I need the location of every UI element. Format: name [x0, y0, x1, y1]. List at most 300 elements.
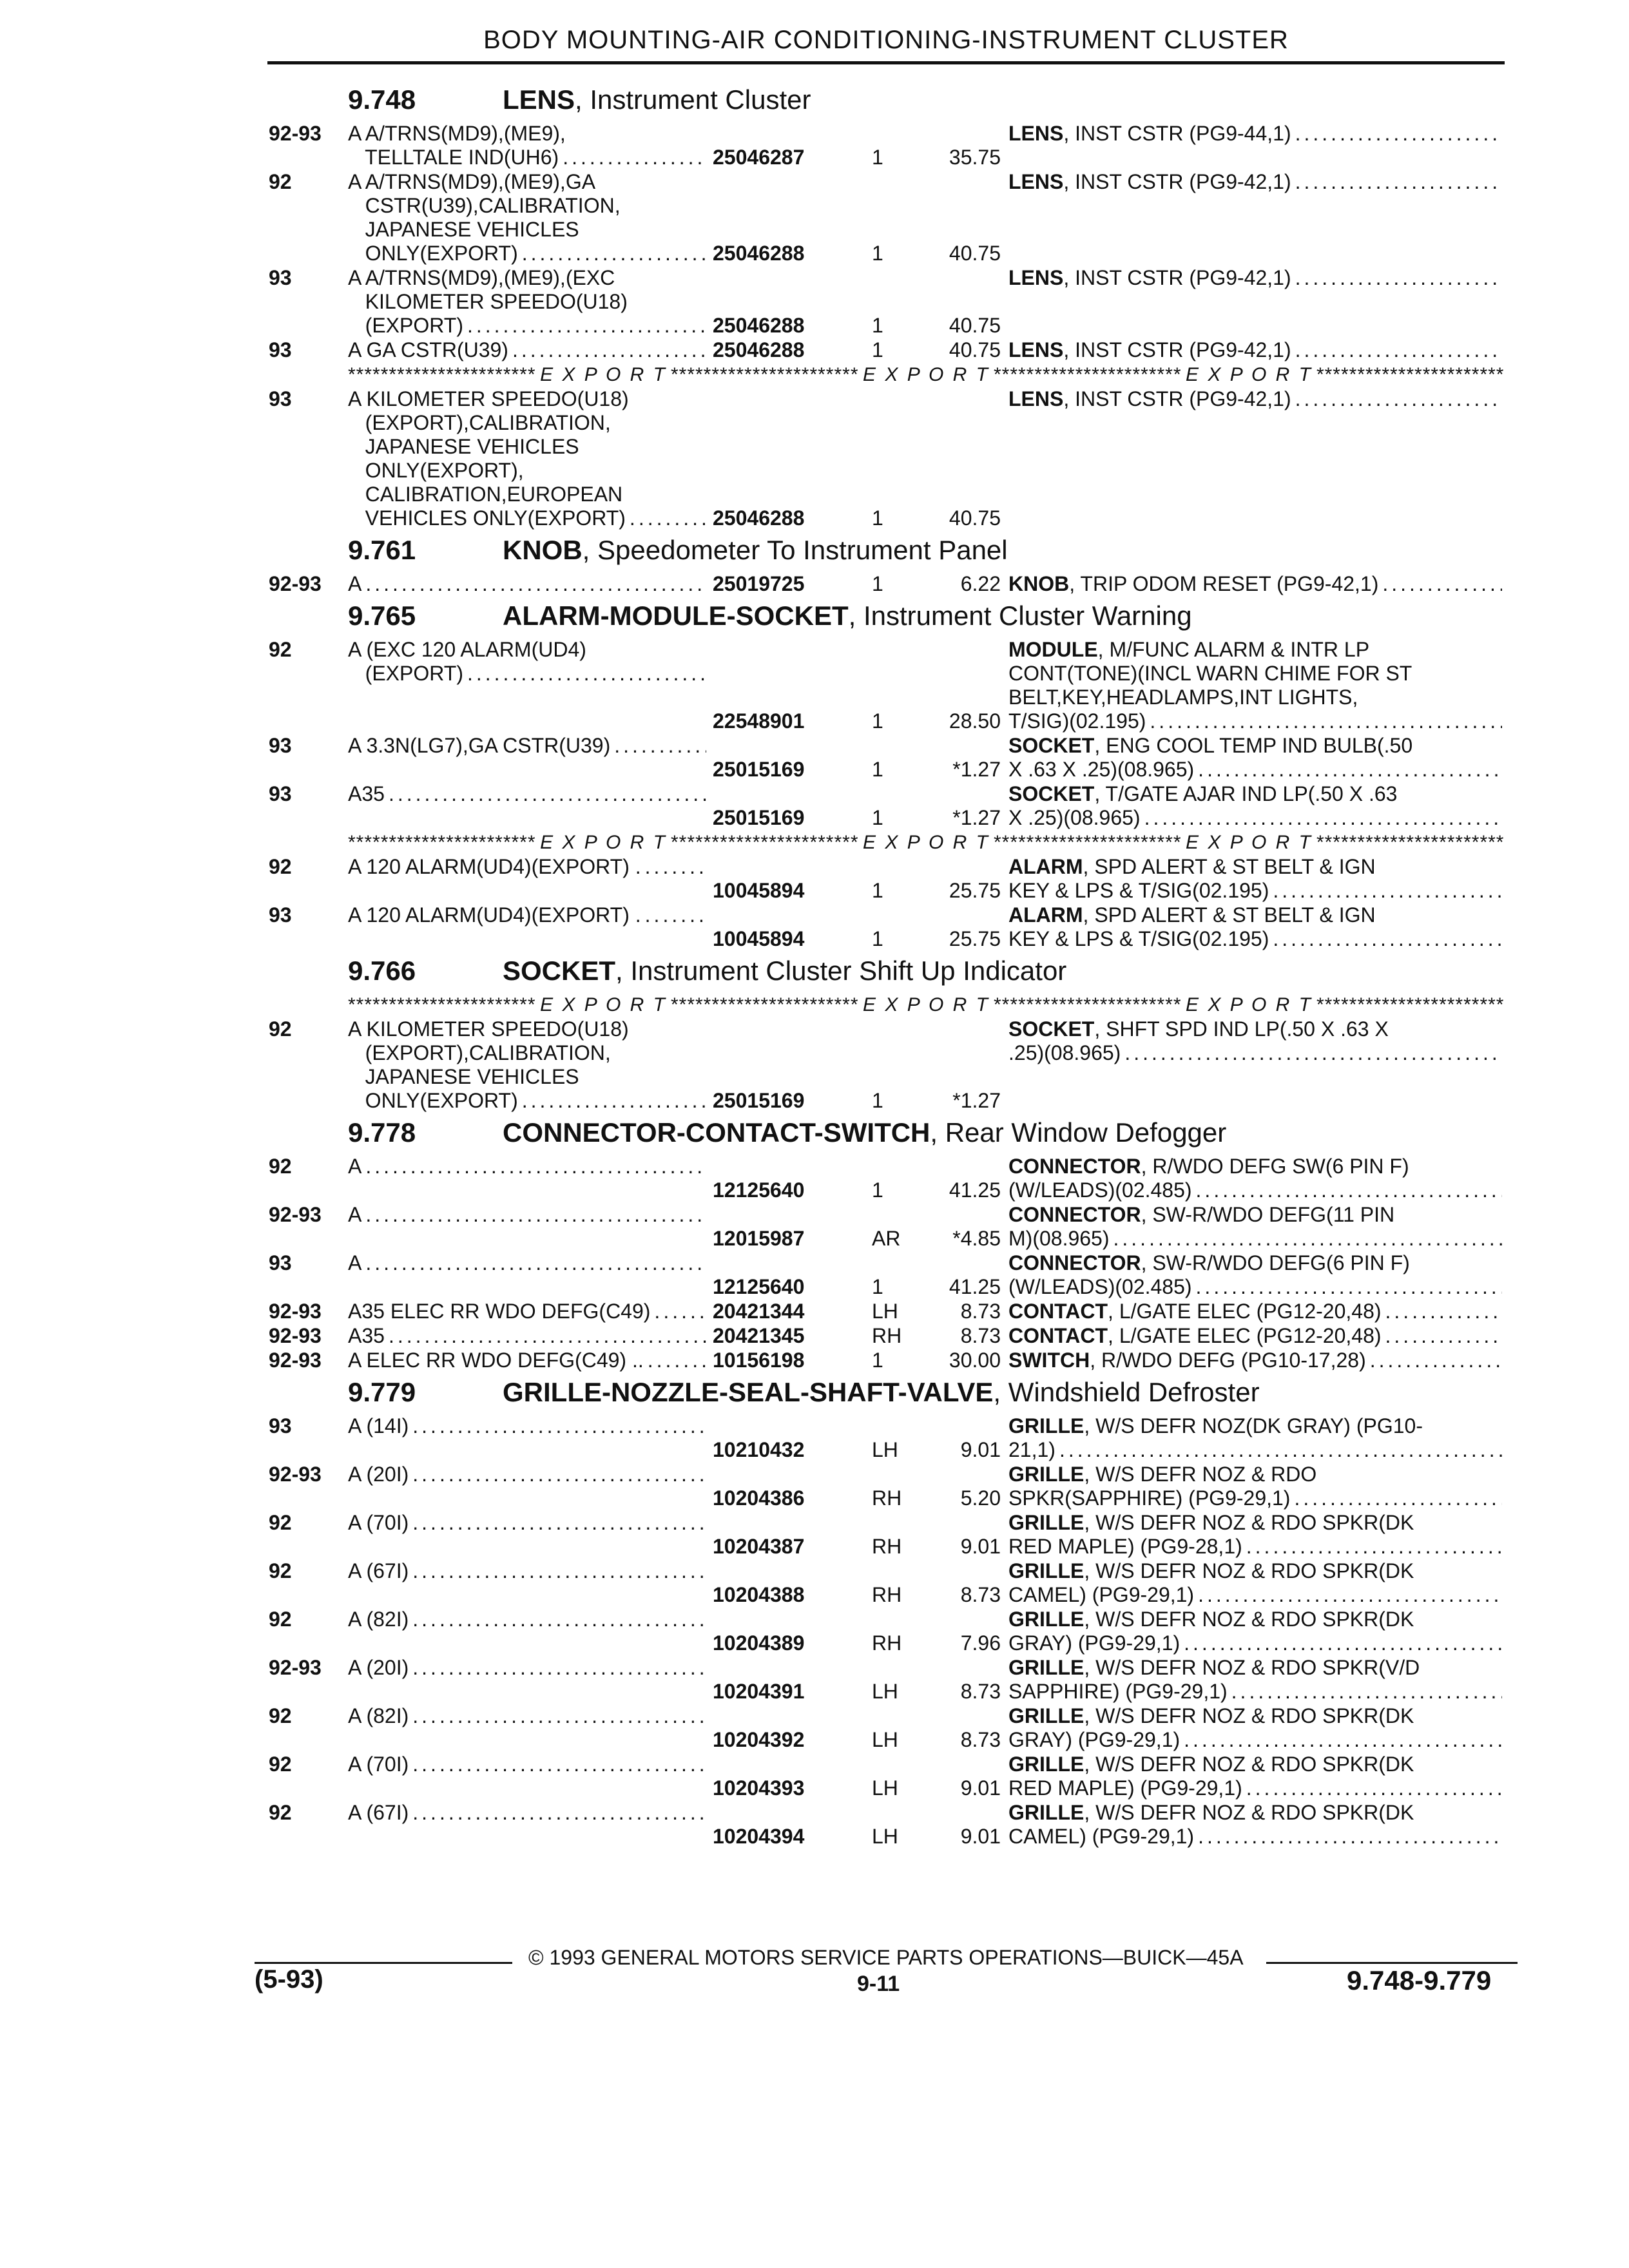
- divider-asterisks: [671, 994, 859, 1016]
- part-number: 25046288: [713, 338, 805, 361]
- price: 35.75: [949, 146, 1001, 169]
- part-name-detail: , INST CSTR (PG9-44,1): [1063, 122, 1291, 145]
- usage-description: [348, 1300, 709, 1323]
- quantity: 1: [872, 314, 883, 337]
- part-name: [1008, 1463, 1505, 1510]
- quantity: LH: [872, 1438, 898, 1461]
- part-name: [1008, 1801, 1505, 1849]
- price: 8.73: [960, 1300, 1001, 1323]
- part-name-line: [1008, 1608, 1505, 1631]
- usage-line: [348, 1511, 709, 1535]
- usage-text: A ELEC RR WDO DEFG(C49) ..: [348, 1349, 644, 1372]
- part-name-text: [1008, 1275, 1192, 1299]
- part-row: [267, 387, 1505, 530]
- price: 8.73: [960, 1324, 1001, 1347]
- part-name-line: [1008, 782, 1505, 806]
- part-row: [267, 122, 1505, 169]
- part-name-line: [1008, 879, 1505, 903]
- dot-leader: [1144, 806, 1502, 830]
- dot-leader: [467, 314, 706, 338]
- usage-line: [348, 734, 709, 758]
- part-name-detail: .25)(08.965): [1008, 1041, 1121, 1064]
- part-number: 12125640: [713, 1178, 805, 1202]
- export-label: E X P O R T: [863, 832, 990, 853]
- part-name-line: [1008, 1801, 1505, 1825]
- usage-line: A (EXC 120 ALARM(UD4): [348, 638, 586, 661]
- part-name-detail: T/SIG)(02.195): [1008, 709, 1146, 733]
- part-name-line: [1008, 1656, 1505, 1680]
- usage-description: [348, 1017, 709, 1113]
- section-name: [503, 1377, 1260, 1408]
- quantity: 1: [872, 242, 883, 265]
- usage-line: A KILOMETER SPEEDO(U18): [348, 387, 629, 410]
- usage-description: [348, 1349, 709, 1372]
- divider-asterisks: [1316, 832, 1505, 854]
- quantity: RH: [872, 1583, 902, 1606]
- dot-leader: [648, 1349, 706, 1372]
- dot-leader: [1184, 1728, 1502, 1752]
- part-name: [1008, 122, 1505, 169]
- part-number: 20421344: [713, 1300, 805, 1323]
- part-name: [1008, 1349, 1505, 1372]
- part-name-bold: KNOB: [1008, 572, 1070, 595]
- part-row: [267, 1324, 1505, 1348]
- usage-text: A (82I): [348, 1704, 409, 1727]
- part-name-line: [1008, 1776, 1505, 1800]
- part-name-detail: (W/LEADS)(02.485): [1008, 1178, 1192, 1202]
- usage-text: VEHICLES ONLY(EXPORT): [348, 506, 626, 530]
- model-years: 93: [269, 266, 292, 289]
- usage-description: [348, 572, 709, 596]
- price: *1.27: [952, 758, 1001, 781]
- dot-leader: [512, 338, 706, 362]
- part-name-detail: , R/WDO DEFG (PG10-17,28): [1090, 1349, 1366, 1372]
- part-name-line: [1008, 1300, 1505, 1323]
- section-name-rest: , Instrument Cluster Shift Up Indicator: [615, 956, 1067, 986]
- price: 6.22: [960, 572, 1001, 595]
- price: 40.75: [949, 314, 1001, 337]
- part-name-detail: BELT,KEY,HEADLAMPS,INT LIGHTS,: [1008, 686, 1358, 709]
- part-name-detail: SAPPHIRE) (PG9-29,1): [1008, 1680, 1228, 1703]
- quantity: 1: [872, 338, 883, 361]
- quantity: 1: [872, 1178, 883, 1202]
- usage-line: [348, 662, 709, 686]
- part-name-text: [1008, 1776, 1242, 1800]
- usage-description: [348, 387, 709, 530]
- model-years: 92-93: [269, 1300, 322, 1323]
- dot-leader: [1184, 1631, 1502, 1655]
- part-row: [267, 782, 1505, 830]
- part-number: 10204387: [713, 1535, 805, 1558]
- part-name-line: [1008, 1583, 1505, 1607]
- part-name-text: [1008, 1178, 1192, 1202]
- part-name: [1008, 1251, 1505, 1299]
- part-name-bold: CONNECTOR: [1008, 1203, 1141, 1226]
- part-name-line: [1008, 1203, 1505, 1227]
- part-name-text: [1008, 927, 1269, 951]
- part-row: [267, 1753, 1505, 1800]
- part-number: 10204393: [713, 1776, 805, 1800]
- section-title: [267, 1113, 1505, 1155]
- part-number: 12015987: [713, 1227, 805, 1250]
- price: 8.73: [960, 1680, 1001, 1703]
- usage-description: [348, 266, 709, 338]
- part-name-line: [1008, 1631, 1505, 1655]
- part-name-text: [1008, 1300, 1382, 1323]
- section-name-bold: ALARM-MODULE-SOCKET: [503, 601, 849, 631]
- dot-leader: [365, 1203, 706, 1227]
- usage-text: A GA CSTR(U39): [348, 338, 508, 361]
- part-name-line: [1008, 1251, 1505, 1275]
- part-number: 25046287: [713, 146, 805, 169]
- part-name: [1008, 387, 1505, 530]
- part-name-line: [1008, 734, 1505, 758]
- usage-line: CALIBRATION,EUROPEAN: [348, 483, 623, 506]
- part-name-detail: GRAY) (PG9-29,1): [1008, 1631, 1181, 1655]
- quantity: LH: [872, 1825, 898, 1848]
- section-name: [503, 1117, 1226, 1148]
- usage-description: [348, 1704, 709, 1752]
- part-name-detail: , W/S DEFR NOZ & RDO SPKR(DK: [1084, 1753, 1414, 1776]
- section-title: [267, 1373, 1505, 1414]
- section-name: [503, 956, 1066, 986]
- part-number: 10204386: [713, 1486, 805, 1510]
- part-name-bold: SOCKET: [1008, 734, 1095, 757]
- usage-line: [348, 146, 709, 169]
- usage-line: A A/TRNS(MD9),(ME9),: [348, 122, 566, 145]
- part-row: [267, 1300, 1505, 1323]
- quantity: AR: [872, 1227, 901, 1250]
- usage-text: A (82I): [348, 1608, 409, 1631]
- part-number: 10156198: [713, 1349, 805, 1372]
- usage-line: (EXPORT),CALIBRATION,: [348, 1041, 611, 1064]
- part-name-text: [1008, 1535, 1242, 1559]
- part-name-text: [1008, 1631, 1180, 1655]
- quantity: 1: [872, 1349, 883, 1372]
- part-name-bold: GRILLE: [1008, 1414, 1084, 1437]
- part-name-detail: , W/S DEFR NOZ & RDO SPKR(V/D: [1084, 1656, 1420, 1679]
- part-name-detail: CAMEL) (PG9-29,1): [1008, 1583, 1195, 1606]
- part-name-detail: , W/S DEFR NOZ & RDO SPKR(DK: [1084, 1511, 1414, 1534]
- part-name: [1008, 1753, 1505, 1800]
- model-years: 92-93: [269, 122, 322, 145]
- part-number: 25046288: [713, 314, 805, 337]
- model-years: 92: [269, 1017, 292, 1041]
- divider-asterisks: [994, 994, 1182, 1016]
- usage-line: JAPANESE VEHICLES: [348, 218, 579, 241]
- export-label: E X P O R T: [1186, 994, 1313, 1015]
- part-name: [1008, 782, 1505, 830]
- usage-text: A35: [348, 1324, 385, 1347]
- usage-line: [348, 1704, 709, 1728]
- part-name-text: [1008, 170, 1291, 194]
- part-number: 10204394: [713, 1825, 805, 1848]
- part-number: 22548901: [713, 709, 805, 733]
- part-name-detail: (W/LEADS)(02.485): [1008, 1275, 1192, 1298]
- part-name-detail: RED MAPLE) (PG9-29,1): [1008, 1776, 1242, 1800]
- price: 5.20: [960, 1486, 1001, 1510]
- usage-description: [348, 855, 709, 903]
- part-name-detail: , INST CSTR (PG9-42,1): [1063, 338, 1291, 361]
- dot-leader: [389, 782, 706, 806]
- part-row: [267, 1414, 1505, 1462]
- usage-description: [348, 170, 709, 265]
- usage-text: A 3.3N(LG7),GA CSTR(U39): [348, 734, 611, 757]
- part-name-line: [1008, 1017, 1505, 1041]
- usage-line: (EXPORT),CALIBRATION,: [348, 411, 611, 434]
- dot-leader: [1385, 1300, 1502, 1323]
- dot-leader: [1059, 1438, 1502, 1462]
- part-name-line: [1008, 855, 1505, 879]
- part-name-detail: , W/S DEFR NOZ(DK GRAY) (PG10-: [1084, 1414, 1423, 1437]
- section-name-bold: LENS: [503, 84, 575, 115]
- part-name-bold: ALARM: [1008, 903, 1083, 927]
- part-name-detail: KEY & LPS & T/SIG(02.195): [1008, 927, 1269, 950]
- part-name: [1008, 1608, 1505, 1655]
- usage-line: [348, 572, 709, 596]
- section-name-rest: , Speedometer To Instrument Panel: [582, 535, 1008, 565]
- part-name: [1008, 903, 1505, 951]
- usage-description: [348, 1801, 709, 1849]
- part-name-text: [1008, 758, 1194, 782]
- part-name-line: [1008, 1324, 1505, 1348]
- usage-description: [348, 1251, 709, 1299]
- part-row: [267, 1017, 1505, 1113]
- part-row: [267, 1559, 1505, 1607]
- usage-description: [348, 1414, 709, 1462]
- part-name-line: [1008, 638, 1505, 662]
- part-name-detail: , SPD ALERT & ST BELT & IGN: [1083, 903, 1376, 927]
- part-name-line: [1008, 338, 1505, 362]
- quantity: RH: [872, 1535, 902, 1558]
- part-name-detail: , SPD ALERT & ST BELT & IGN: [1083, 855, 1376, 878]
- part-number: 10204389: [713, 1631, 805, 1655]
- part-name-line: [1008, 1041, 1505, 1065]
- part-name-text: [1008, 1349, 1366, 1372]
- usage-description: [348, 638, 709, 733]
- part-name-bold: ALARM: [1008, 855, 1083, 878]
- export-divider: [267, 993, 1505, 1017]
- price: 8.73: [960, 1583, 1001, 1606]
- usage-text: A (70I): [348, 1511, 409, 1534]
- section-number: 9.779: [348, 1377, 416, 1407]
- part-name-line: [1008, 1178, 1505, 1202]
- dot-leader: [365, 572, 706, 596]
- usage-text: A (70I): [348, 1753, 409, 1776]
- quantity: RH: [872, 1486, 902, 1510]
- part-number: 10204388: [713, 1583, 805, 1606]
- part-name-line: [1008, 1680, 1505, 1704]
- section-title: [267, 597, 1505, 638]
- part-name-text: [1008, 1825, 1194, 1849]
- part-number: 25046288: [713, 242, 805, 265]
- part-name: [1008, 1559, 1505, 1607]
- dot-leader: [1196, 1178, 1502, 1202]
- part-name: [1008, 1324, 1505, 1348]
- part-name-detail: , T/GATE AJAR IND LP(.50 X .63: [1094, 782, 1398, 805]
- usage-text: TELLTALE IND(UH6): [348, 146, 559, 169]
- section-name-rest: , Windshield Defroster: [993, 1377, 1260, 1407]
- part-name-detail: , SW-R/WDO DEFG(6 PIN F): [1141, 1251, 1410, 1274]
- usage-line: A A/TRNS(MD9),(ME9),(EXC: [348, 266, 615, 289]
- part-row: [267, 903, 1505, 951]
- footer-section-range: 9.748-9.779: [1347, 1965, 1492, 1995]
- quantity: 1: [872, 146, 883, 169]
- price: 9.01: [960, 1438, 1001, 1461]
- dot-leader: [1273, 927, 1502, 951]
- usage-description: [348, 782, 709, 830]
- dot-leader: [412, 1414, 706, 1438]
- part-name-bold: GRILLE: [1008, 1463, 1084, 1486]
- usage-line: ONLY(EXPORT),: [348, 459, 524, 482]
- price: 25.75: [949, 879, 1001, 902]
- part-number: 25015169: [713, 806, 805, 829]
- quantity: 1: [872, 572, 883, 595]
- divider-asterisks: [671, 832, 859, 854]
- part-name-text: [1008, 1680, 1228, 1704]
- quantity: 1: [872, 806, 883, 829]
- part-name-detail: , SW-R/WDO DEFG(11 PIN: [1141, 1203, 1395, 1226]
- dot-leader: [1198, 1825, 1502, 1849]
- dot-leader: [1198, 1583, 1502, 1607]
- usage-line: [348, 1349, 709, 1372]
- section-name-bold: SOCKET: [503, 956, 616, 986]
- part-name-detail: , W/S DEFR NOZ & RDO SPKR(DK: [1084, 1704, 1414, 1727]
- part-name-line: [1008, 1155, 1505, 1178]
- part-name-line: [1008, 903, 1505, 927]
- usage-text: A35: [348, 782, 385, 805]
- price: 8.73: [960, 1728, 1001, 1751]
- part-name-detail: RED MAPLE) (PG9-28,1): [1008, 1535, 1242, 1558]
- quantity: 1: [872, 709, 883, 733]
- price: 40.75: [949, 506, 1001, 530]
- price: *4.85: [952, 1227, 1001, 1250]
- section-title: [267, 531, 1505, 572]
- usage-line: [348, 242, 709, 265]
- dot-leader: [412, 1463, 706, 1486]
- part-name-detail: SPKR(SAPPHIRE) (PG9-29,1): [1008, 1486, 1291, 1510]
- dot-leader: [1382, 572, 1502, 596]
- model-years: 92: [269, 1155, 292, 1178]
- divider-asterisks: [1316, 994, 1505, 1016]
- price: 41.25: [949, 1275, 1001, 1298]
- price: *1.27: [952, 1089, 1001, 1112]
- model-years: 92: [269, 1753, 292, 1776]
- part-name-line: [1008, 709, 1505, 733]
- model-years: 93: [269, 734, 292, 757]
- usage-line: [348, 1608, 709, 1631]
- footer-copyright: © 1993 GENERAL MOTORS SERVICE PARTS OPERATIONS—BUICK—45A: [528, 1946, 1244, 1969]
- footer-date-code: (5-93): [255, 1965, 323, 1994]
- part-name-line: [1008, 170, 1505, 194]
- part-row: [267, 1704, 1505, 1752]
- dot-leader: [1113, 1227, 1503, 1251]
- usage-text: A: [348, 1203, 362, 1226]
- model-years: 93: [269, 1251, 292, 1274]
- part-name-text: [1008, 266, 1291, 290]
- divider-asterisks: [348, 832, 536, 854]
- usage-line: [348, 782, 709, 806]
- part-name-text: [1008, 1227, 1110, 1251]
- model-years: 92: [269, 1559, 292, 1582]
- part-name-detail: , L/GATE ELEC (PG12-20,48): [1108, 1300, 1382, 1323]
- section-name-bold: KNOB: [503, 535, 583, 565]
- part-name-bold: SWITCH: [1008, 1349, 1090, 1372]
- dot-leader: [1231, 1680, 1502, 1704]
- usage-description: [348, 1324, 709, 1348]
- page-header: BODY MOUNTING-AIR CONDITIONING-INSTRUMENT CLUSTER: [483, 26, 1289, 54]
- part-name-line: [1008, 662, 1505, 686]
- usage-text: ONLY(EXPORT): [348, 1089, 518, 1112]
- model-years: 92: [269, 170, 292, 193]
- usage-line: [348, 1463, 709, 1486]
- part-name-bold: GRILLE: [1008, 1801, 1084, 1824]
- part-name: [1008, 1511, 1505, 1559]
- dot-leader: [1295, 387, 1502, 411]
- usage-text: A (20I): [348, 1463, 409, 1486]
- dot-leader: [1196, 1275, 1502, 1299]
- part-name-bold: GRILLE: [1008, 1753, 1084, 1776]
- dot-leader: [1295, 122, 1502, 146]
- part-name-line: [1008, 1227, 1505, 1251]
- usage-line: [348, 1753, 709, 1776]
- part-name-text: [1008, 572, 1378, 596]
- usage-text: A: [348, 572, 362, 595]
- part-row: [267, 1463, 1505, 1510]
- part-row: [267, 855, 1505, 903]
- usage-line: [348, 903, 709, 927]
- part-row: [267, 1511, 1505, 1559]
- part-name-line: [1008, 758, 1505, 782]
- footer-page-number: 9-11: [857, 1972, 900, 1996]
- usage-description: [348, 1656, 709, 1704]
- export-label: E X P O R T: [540, 994, 667, 1015]
- part-name-text: [1008, 806, 1141, 830]
- divider-asterisks: [348, 364, 536, 386]
- usage-text: A (67I): [348, 1801, 409, 1824]
- part-name: [1008, 734, 1505, 782]
- price: 30.00: [949, 1349, 1001, 1372]
- price: 40.75: [949, 338, 1001, 361]
- part-row: [267, 1155, 1505, 1202]
- section-name: [503, 84, 811, 115]
- section-name: [503, 535, 1008, 566]
- dot-leader: [645, 903, 706, 927]
- part-row: [267, 266, 1505, 338]
- price: 40.75: [949, 242, 1001, 265]
- dot-leader: [1295, 266, 1502, 290]
- model-years: 92-93: [269, 572, 322, 595]
- usage-line: A KILOMETER SPEEDO(U18): [348, 1017, 629, 1041]
- section-name: [503, 601, 1192, 631]
- quantity: 1: [872, 879, 883, 902]
- quantity: 1: [872, 927, 883, 950]
- part-number: 10045894: [713, 927, 805, 950]
- section-name-bold: CONNECTOR-CONTACT-SWITCH: [503, 1117, 930, 1148]
- section-name-rest: , Instrument Cluster Warning: [848, 601, 1192, 631]
- export-label: E X P O R T: [863, 364, 990, 385]
- part-name-line: [1008, 1704, 1505, 1728]
- usage-line: [348, 1324, 709, 1348]
- part-name-detail: X .63 X .25)(08.965): [1008, 758, 1195, 781]
- dot-leader: [389, 1324, 706, 1348]
- part-number: 25015169: [713, 758, 805, 781]
- usage-line: CSTR(U39),CALIBRATION,: [348, 194, 621, 217]
- footer-rule-right: [1266, 1962, 1518, 1964]
- part-name-text: [1008, 1583, 1194, 1607]
- usage-line: JAPANESE VEHICLES: [348, 435, 579, 458]
- part-name-line: [1008, 1486, 1505, 1510]
